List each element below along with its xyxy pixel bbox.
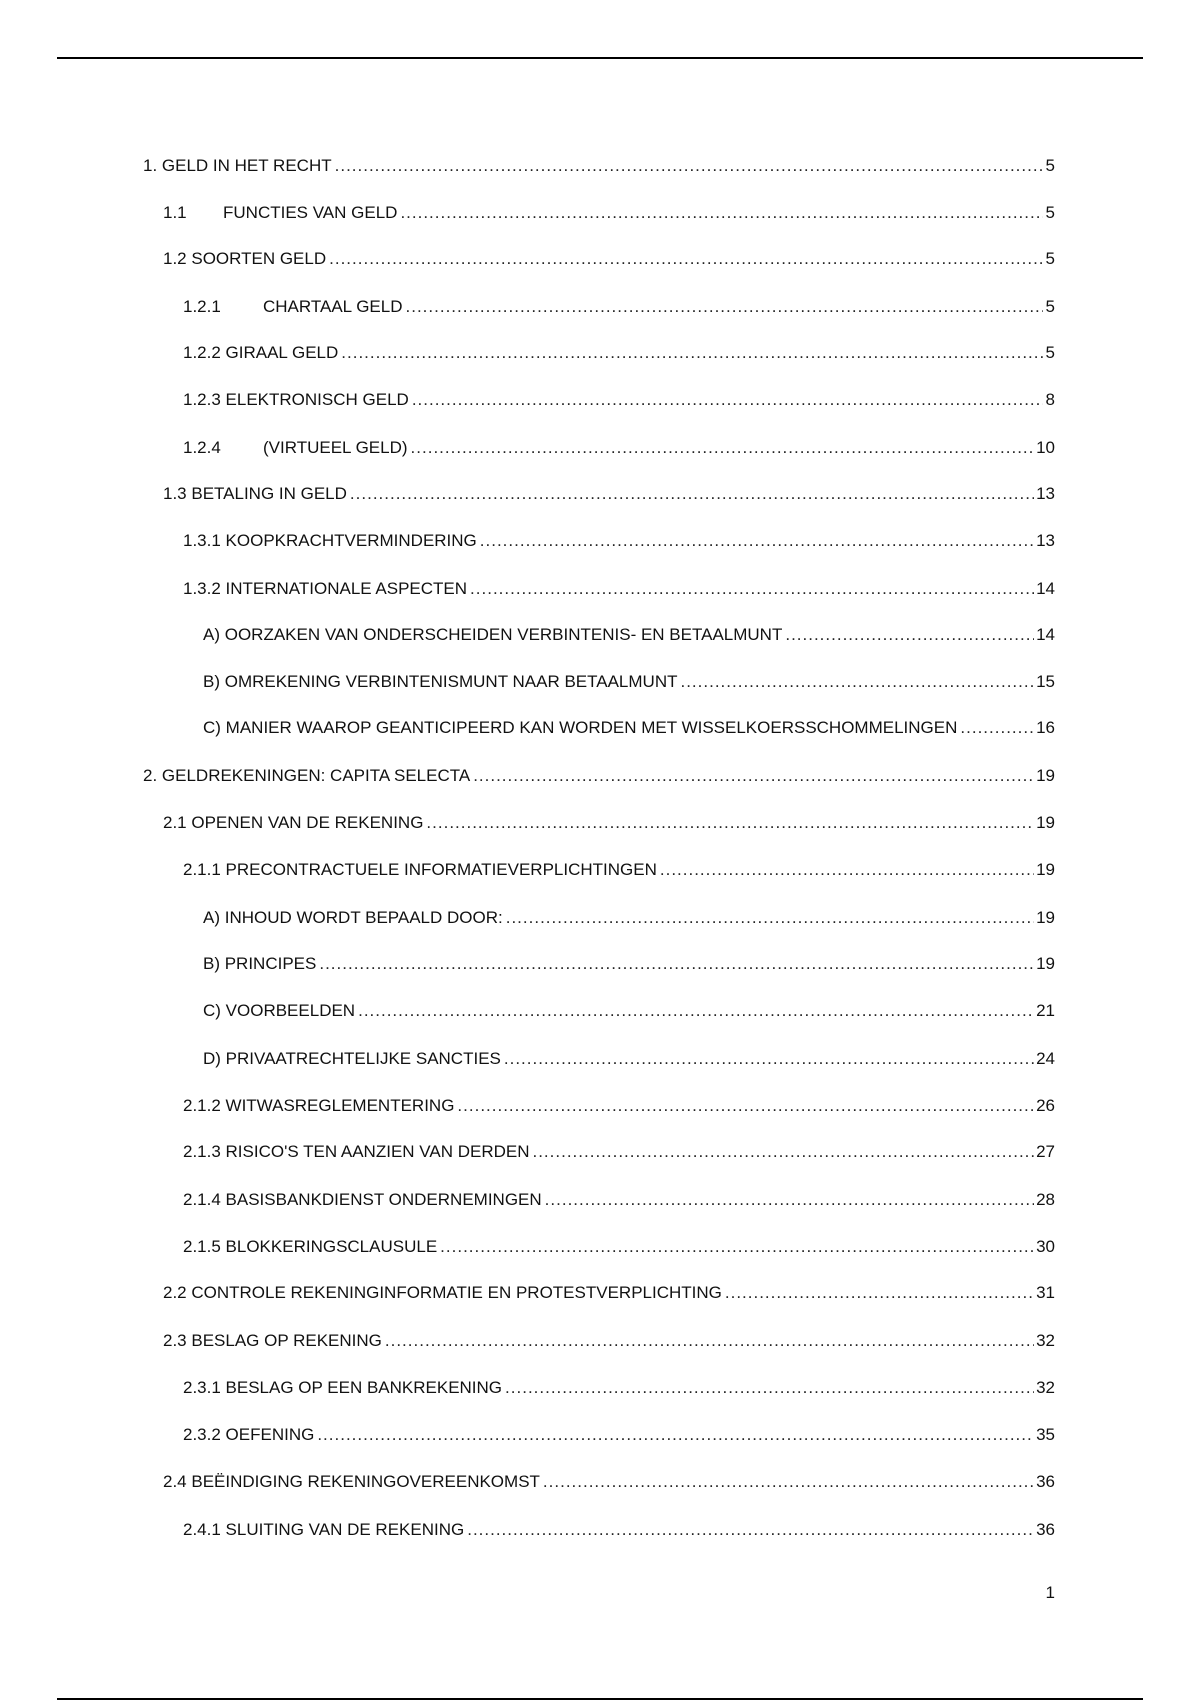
toc-entry-page: 19 bbox=[1036, 860, 1055, 879]
toc-entry-title: 2.4.1 SLUITING VAN DE REKENING bbox=[183, 1520, 465, 1539]
toc-entry-page: 13 bbox=[1036, 484, 1055, 503]
toc-dot-leader bbox=[480, 529, 1034, 553]
toc-entry-title: 1.3 BETALING IN GELD bbox=[163, 484, 347, 503]
toc-entry-title: 2.4 BEËINDIGING REKENINGOVEREENKOMST bbox=[163, 1472, 540, 1491]
toc-dot-leader bbox=[329, 247, 1043, 271]
toc-dot-leader bbox=[335, 154, 1043, 178]
toc-entry[interactable] bbox=[163, 1470, 1055, 1494]
toc-entry-title: 2.3.2 OEFENING bbox=[183, 1425, 315, 1444]
toc-entry-page: 30 bbox=[1036, 1237, 1055, 1256]
toc-entry-page: 19 bbox=[1036, 954, 1055, 973]
toc-entry-number: 1.1 bbox=[163, 203, 187, 222]
toc-entry-title: 1.3.2 INTERNATIONALE ASPECTEN bbox=[183, 579, 468, 598]
toc-entry[interactable] bbox=[183, 1518, 1055, 1542]
toc-entry[interactable] bbox=[163, 482, 1055, 506]
toc-entry[interactable] bbox=[183, 577, 1055, 601]
toc-entry-title: D) PRIVAATRECHTELIJKE SANCTIES bbox=[203, 1049, 501, 1068]
toc-entry-page: 26 bbox=[1036, 1096, 1055, 1115]
toc-entry-page: 21 bbox=[1036, 1001, 1055, 1020]
toc-entry-number: 1.2.1 bbox=[183, 297, 221, 316]
toc-dot-leader bbox=[467, 1518, 1034, 1542]
toc-dot-leader bbox=[457, 1094, 1034, 1118]
toc-entry-page: 35 bbox=[1036, 1425, 1055, 1444]
toc-dot-leader bbox=[350, 482, 1034, 506]
toc-entry[interactable] bbox=[203, 1047, 1055, 1071]
toc-entry-title: 1.3.1 KOOPKRACHTVERMINDERING bbox=[183, 531, 477, 550]
toc-entry[interactable] bbox=[183, 388, 1055, 412]
toc-entry-page: 14 bbox=[1036, 625, 1055, 644]
toc-entry[interactable] bbox=[183, 1188, 1055, 1212]
toc-entry-title: 2.1.4 BASISBANKDIENST ONDERNEMINGEN bbox=[183, 1190, 542, 1209]
toc-entry-title: 1.2 SOORTEN GELD bbox=[163, 249, 327, 268]
toc-entry[interactable] bbox=[183, 1423, 1055, 1447]
toc-entry-title: 2.1 OPENEN VAN DE REKENING bbox=[163, 813, 424, 832]
toc-dot-leader bbox=[725, 1281, 1034, 1305]
toc-dot-leader bbox=[680, 670, 1034, 694]
toc-entry-page: 36 bbox=[1036, 1472, 1055, 1491]
toc-dot-leader bbox=[506, 906, 1034, 930]
toc-entry-page: 5 bbox=[1045, 156, 1055, 175]
toc-entry-title: C) MANIER WAAROP GEANTICIPEERD KAN WORDEN MET WISSELKOERSSCHOMMELINGEN bbox=[203, 718, 958, 737]
toc-entry-page: 5 bbox=[1045, 343, 1055, 362]
toc-entry[interactable] bbox=[183, 529, 1055, 553]
toc-entry-title: 2.2 CONTROLE REKENINGINFORMATIE EN PROTESTVERPLICHTING bbox=[163, 1283, 722, 1302]
toc-entry-title: 1. GELD IN HET RECHT bbox=[143, 156, 332, 175]
toc-entry-title: 1.2.3 ELEKTRONISCH GELD bbox=[183, 390, 409, 409]
toc-entry[interactable] bbox=[203, 716, 1055, 740]
toc-entry-page: 16 bbox=[1036, 718, 1055, 737]
toc-dot-leader bbox=[505, 1376, 1034, 1400]
toc-dot-leader bbox=[411, 436, 1035, 460]
toc-entry-title: (VIRTUEEL GELD) bbox=[263, 438, 408, 457]
toc-dot-leader bbox=[358, 999, 1034, 1023]
toc-entry-page: 5 bbox=[1045, 249, 1055, 268]
toc-entry-title: 2.1.2 WITWASREGLEMENTERING bbox=[183, 1096, 455, 1115]
toc-entry[interactable] bbox=[203, 906, 1055, 930]
toc-entry-page: 32 bbox=[1036, 1378, 1055, 1397]
toc-entry[interactable] bbox=[183, 858, 1055, 882]
toc-entry-title: A) OORZAKEN VAN ONDERSCHEIDEN VERBINTENIS- EN BETAALMUNT bbox=[203, 625, 783, 644]
toc-entry[interactable] bbox=[203, 952, 1055, 976]
toc-entry[interactable] bbox=[183, 295, 1055, 319]
toc-entry[interactable] bbox=[183, 1140, 1055, 1164]
toc-dot-leader bbox=[426, 811, 1034, 835]
toc-entry-page: 28 bbox=[1036, 1190, 1055, 1209]
toc-entry-page: 5 bbox=[1045, 203, 1055, 222]
toc-entry-page: 19 bbox=[1036, 813, 1055, 832]
toc-entry[interactable] bbox=[163, 247, 1055, 271]
toc-entry[interactable] bbox=[183, 341, 1055, 365]
toc-entry-title: 2.1.3 RISICO'S TEN AANZIEN VAN DERDEN bbox=[183, 1142, 530, 1161]
toc-entry-page: 8 bbox=[1045, 390, 1055, 409]
toc-entry-page: 27 bbox=[1036, 1142, 1055, 1161]
toc-entry-page: 5 bbox=[1045, 297, 1055, 316]
toc-entry-page: 10 bbox=[1036, 438, 1055, 457]
toc-entry[interactable] bbox=[163, 811, 1055, 835]
toc-entry-title: A) INHOUD WORDT BEPAALD DOOR: bbox=[203, 908, 503, 927]
toc-entry-title: B) PRINCIPES bbox=[203, 954, 317, 973]
toc-entry-title: 2.3 BESLAG OP REKENING bbox=[163, 1331, 382, 1350]
toc-dot-leader bbox=[785, 623, 1034, 647]
toc-entry[interactable] bbox=[143, 764, 1055, 788]
toc-dot-leader bbox=[406, 295, 1043, 319]
toc-entry[interactable] bbox=[183, 1094, 1055, 1118]
toc-dot-leader bbox=[504, 1047, 1034, 1071]
toc-entry-title: CHARTAAL GELD bbox=[263, 297, 403, 316]
toc-entry[interactable] bbox=[183, 1235, 1055, 1259]
toc-dot-leader bbox=[543, 1470, 1034, 1494]
toc-entry-title: 2.1.5 BLOKKERINGSCLAUSULE bbox=[183, 1237, 438, 1256]
toc-entry-page: 14 bbox=[1036, 579, 1055, 598]
toc-entry-page: 13 bbox=[1036, 531, 1055, 550]
toc-dot-leader bbox=[545, 1188, 1034, 1212]
toc-entry-title: B) OMREKENING VERBINTENISMUNT NAAR BETAALMUNT bbox=[203, 672, 678, 691]
toc-dot-leader bbox=[440, 1235, 1034, 1259]
toc-entry-page: 19 bbox=[1036, 766, 1055, 785]
toc-entry-page: 15 bbox=[1036, 672, 1055, 691]
toc-entry-title: 1.2.2 GIRAAL GELD bbox=[183, 343, 339, 362]
toc-dot-leader bbox=[385, 1329, 1034, 1353]
toc-dot-leader bbox=[317, 1423, 1034, 1447]
toc-entry-page: 32 bbox=[1036, 1331, 1055, 1350]
toc-entry-title: 2. GELDREKENINGEN: CAPITA SELECTA bbox=[143, 766, 471, 785]
header-rule bbox=[57, 57, 1143, 59]
toc-entry-page: 31 bbox=[1036, 1283, 1055, 1302]
toc-entry[interactable] bbox=[203, 623, 1055, 647]
toc-entry[interactable] bbox=[203, 999, 1055, 1023]
toc-dot-leader bbox=[532, 1140, 1034, 1164]
toc-entry[interactable] bbox=[163, 1329, 1055, 1353]
page-number: 1 bbox=[1045, 1583, 1055, 1602]
toc-entry-title: FUNCTIES VAN GELD bbox=[223, 203, 398, 222]
toc-entry[interactable] bbox=[163, 1281, 1055, 1305]
toc-entry[interactable] bbox=[143, 154, 1055, 178]
toc-entry-title: 2.3.1 BESLAG OP EEN BANKREKENING bbox=[183, 1378, 503, 1397]
toc-entry-page: 24 bbox=[1036, 1049, 1055, 1068]
toc-dot-leader bbox=[470, 577, 1034, 601]
toc-dot-leader bbox=[412, 388, 1043, 412]
toc-entry-page: 36 bbox=[1036, 1520, 1055, 1539]
toc-dot-leader bbox=[319, 952, 1034, 976]
toc-dot-leader bbox=[400, 201, 1043, 225]
toc-dot-leader bbox=[341, 341, 1043, 365]
toc-dot-leader bbox=[660, 858, 1034, 882]
toc-entry[interactable] bbox=[203, 670, 1055, 694]
toc-entry[interactable] bbox=[183, 1376, 1055, 1400]
toc-entry[interactable] bbox=[183, 436, 1055, 460]
toc-entry-number: 1.2.4 bbox=[183, 438, 221, 457]
toc-entry-title: 2.1.1 PRECONTRACTUELE INFORMATIEVERPLICHTINGEN bbox=[183, 860, 657, 879]
toc-dot-leader bbox=[473, 764, 1034, 788]
toc-entry-page: 19 bbox=[1036, 908, 1055, 927]
toc-entry-title: C) VOORBEELDEN bbox=[203, 1001, 356, 1020]
toc-entry[interactable] bbox=[163, 201, 1055, 225]
toc-dot-leader bbox=[960, 716, 1034, 740]
